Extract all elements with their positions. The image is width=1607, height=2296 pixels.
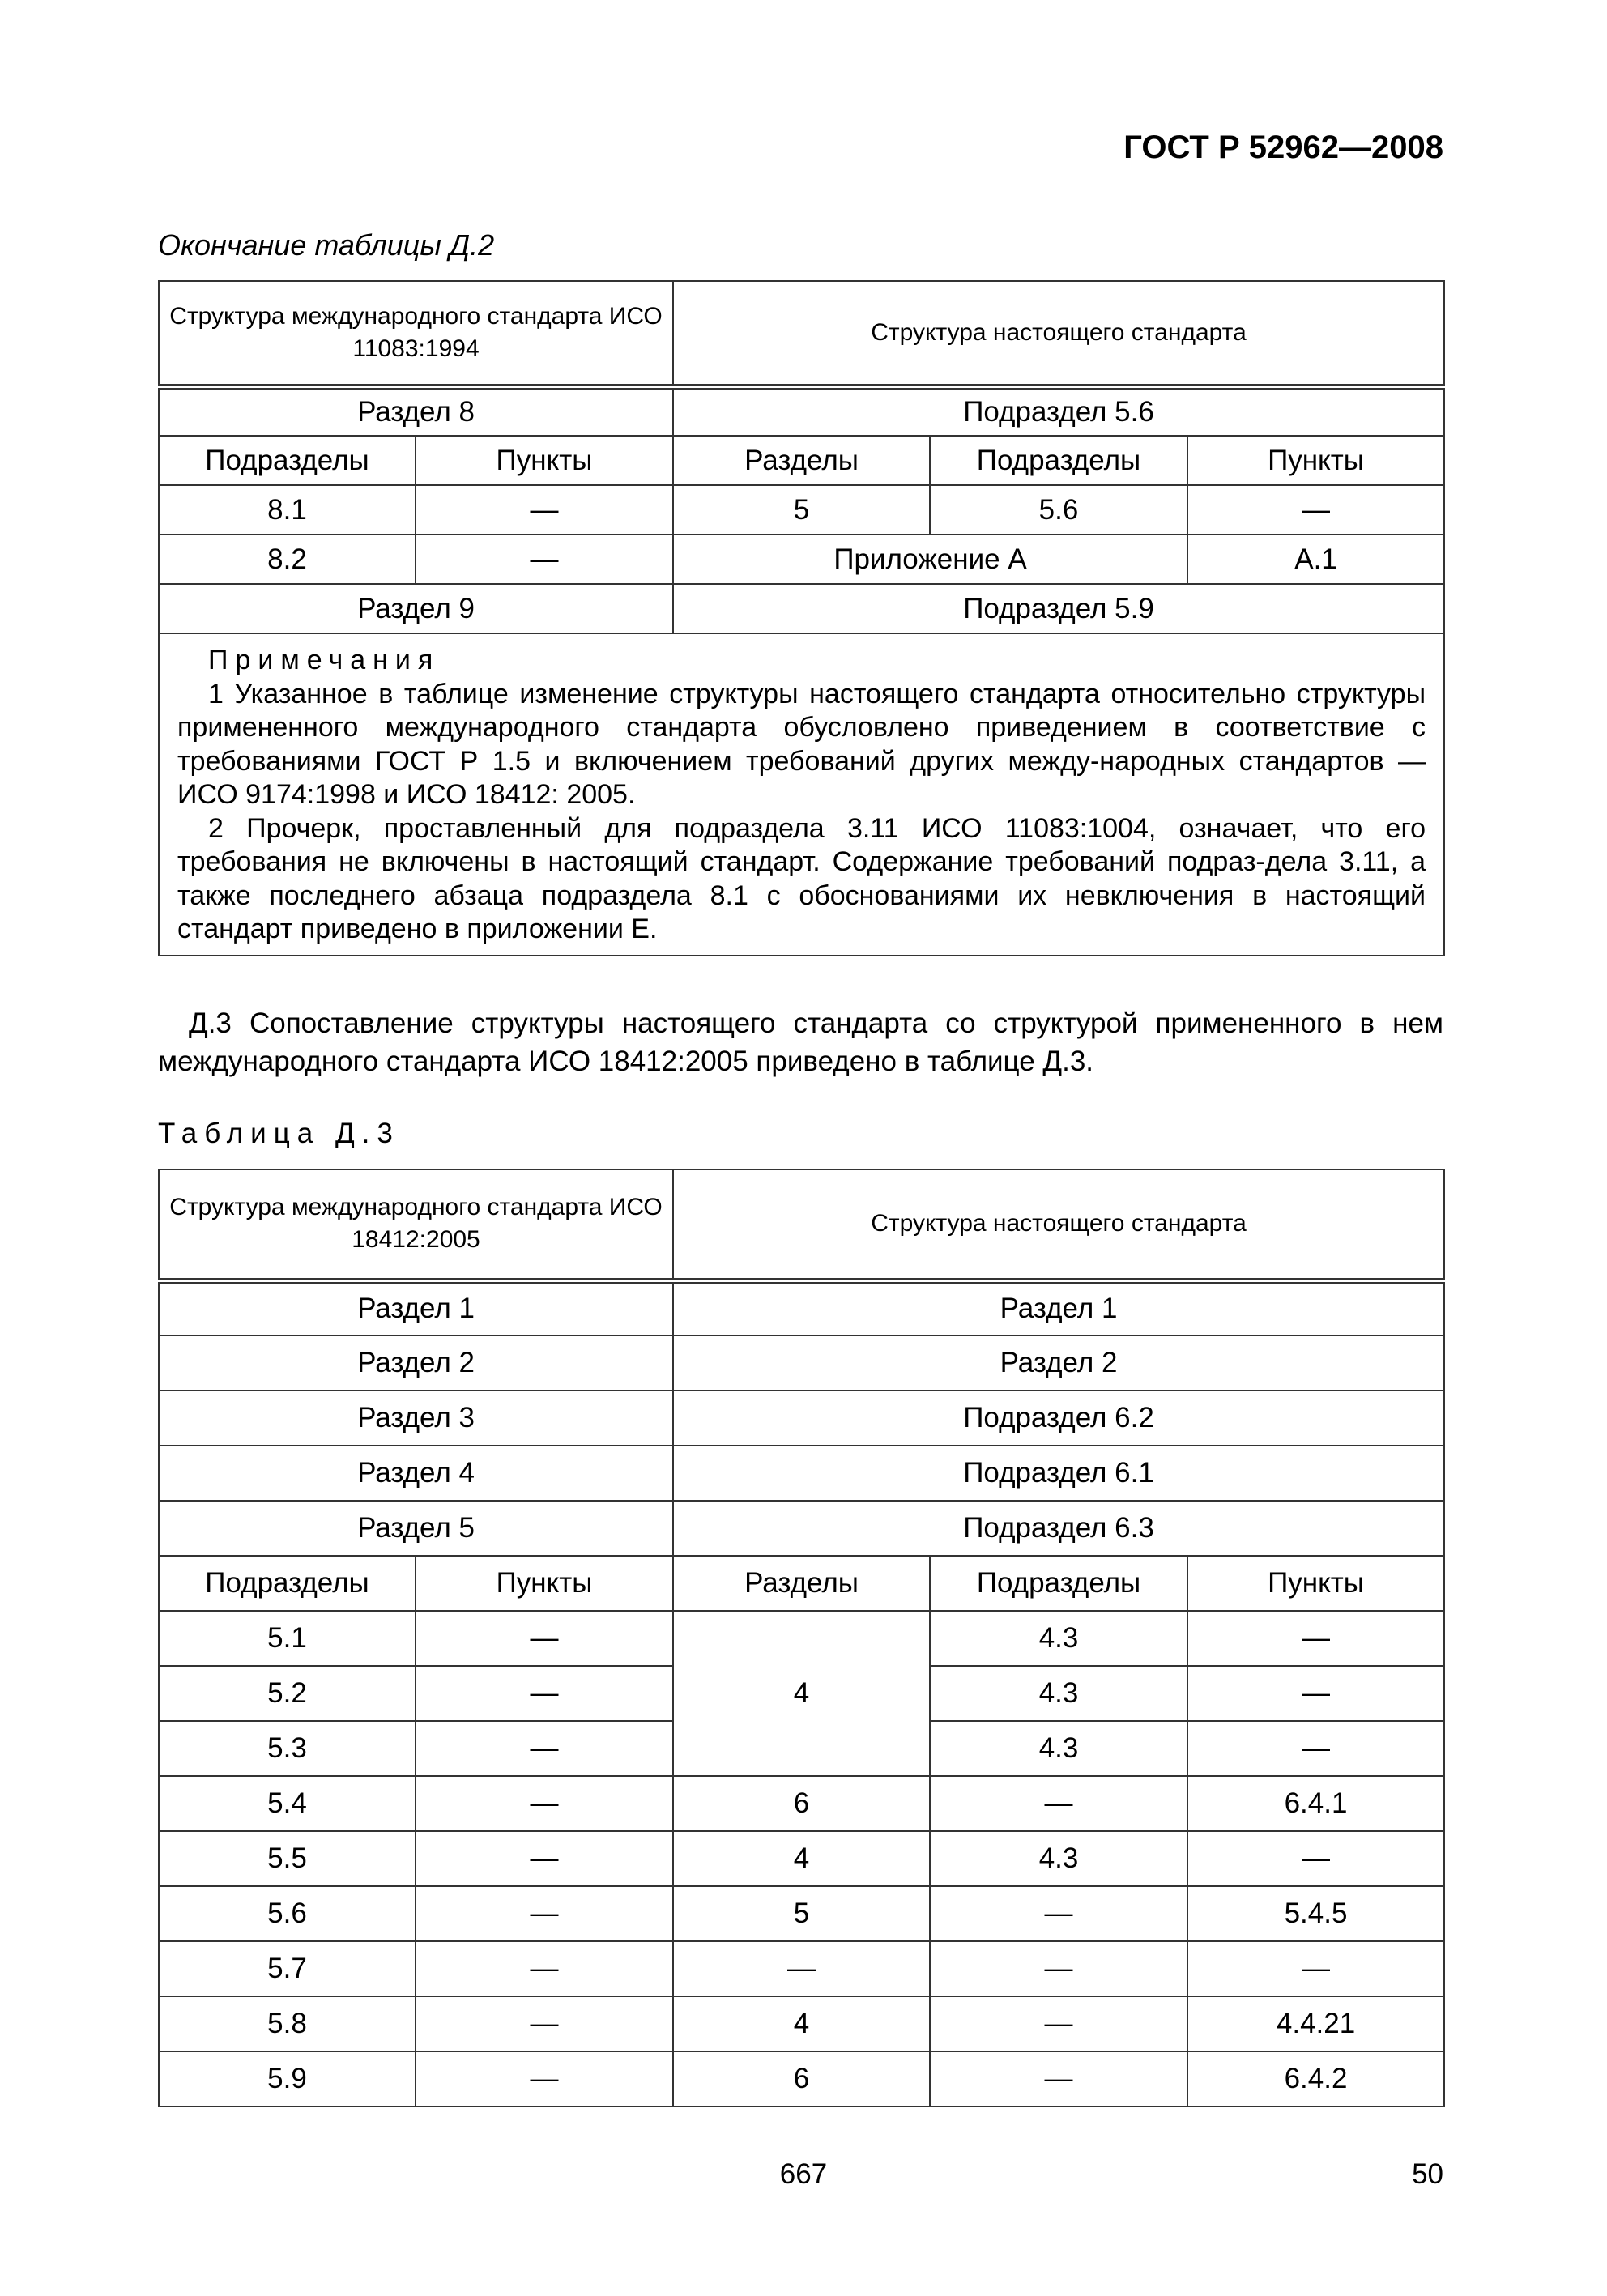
- table-row: [159, 1996, 1444, 2051]
- table-continuation-caption: Окончание таблицы Д.2: [158, 228, 495, 262]
- table-row: [159, 2051, 1444, 2106]
- table-cell: Разделы: [673, 1556, 930, 1611]
- table-cell: —: [416, 1666, 673, 1721]
- table-cell: —: [1187, 1831, 1444, 1886]
- table-cell: —: [1187, 1941, 1444, 1996]
- note-1: 1 Указанное в таблице изменение структуры настоящего стандарта относительно структуры примененного международного стандарта обусловлено приведением в соответствие с требованиями ГОСТ Р 1.5 и включением требований других между-народных стандартов — ИСО 9174:1998 и ИСО 18412: 2005.: [177, 678, 1426, 810]
- table-cell: 5.2: [159, 1666, 416, 1721]
- table-cell: 6: [673, 2051, 930, 2106]
- table-cell: Раздел 8: [159, 386, 673, 436]
- table-cell: 4.3: [930, 1611, 1187, 1666]
- table-row: [159, 1941, 1444, 1996]
- paragraph-d3: Д.3 Сопоставление структуры настоящего стандарта со структурой примененного в нем международного стандарта ИСО 18412:2005 приведено в таблице Д.3.: [158, 1007, 1443, 1077]
- table-row: [159, 1556, 1444, 1611]
- table-cell: —: [416, 1831, 673, 1886]
- table-cell: Раздел 4: [159, 1446, 673, 1501]
- table-cell: 5.1: [159, 1611, 416, 1666]
- table-cell: 6: [673, 1776, 930, 1831]
- table-row: [159, 584, 1444, 633]
- table-cell: —: [416, 535, 673, 584]
- table-cell: Подраздел 6.3: [673, 1501, 1444, 1556]
- table-cell: Подраздел 5.9: [673, 584, 1444, 633]
- table-cell: Раздел 3: [159, 1391, 673, 1446]
- table-cell: —: [1187, 485, 1444, 535]
- table-cell: 4.3: [930, 1721, 1187, 1776]
- header-international: Структура международного стандарта ИСО 18412:2005: [159, 1169, 673, 1280]
- table-cell: Подраздел 6.2: [673, 1391, 1444, 1446]
- table-cell: —: [930, 2051, 1187, 2106]
- table-cell: 4: [673, 1996, 930, 2051]
- table-cell: 4.3: [930, 1831, 1187, 1886]
- table-cell: Раздел 5: [159, 1501, 673, 1556]
- table-cell: —: [930, 1941, 1187, 1996]
- table-cell: Подраздел 5.6: [673, 386, 1444, 436]
- header-international: Структура международного стандарта ИСО 11083:1994: [159, 281, 673, 386]
- table-cell: —: [416, 1886, 673, 1941]
- document-designation: ГОСТ Р 52962—2008: [1123, 130, 1443, 165]
- table-cell: Пункты: [416, 436, 673, 485]
- sheet-number: 50: [1412, 2158, 1443, 2190]
- table-cell: 5.6: [930, 485, 1187, 535]
- table-cell: Приложение А: [673, 535, 1187, 584]
- table-header-row: [159, 281, 1444, 386]
- table-cell: Пункты: [1187, 436, 1444, 485]
- table-cell: —: [930, 1996, 1187, 2051]
- table-row: [159, 1831, 1444, 1886]
- table-cell: 4: [673, 1611, 930, 1776]
- table-cell: 6.4.1: [1187, 1776, 1444, 1831]
- table-cell: 5.4.5: [1187, 1886, 1444, 1941]
- table-cell: Раздел 1: [159, 1280, 673, 1335]
- table-cell: 8.1: [159, 485, 416, 535]
- table-cell: —: [416, 1776, 673, 1831]
- table-cell: Подразделы: [159, 436, 416, 485]
- table-cell: —: [930, 1886, 1187, 1941]
- table-cell: —: [416, 2051, 673, 2106]
- table-cell: Раздел 2: [673, 1335, 1444, 1391]
- table-cell: 5.8: [159, 1996, 416, 2051]
- header-current: Структура настоящего стандарта: [673, 1169, 1444, 1280]
- table-cell: —: [416, 1611, 673, 1666]
- note-2: 2 Прочерк, проставленный для подраздела 3.11 ИСО 11083:1004, означает, что его требования не включены в настоящий стандарт. Содержание требований подраз-дела 3.11, а также последнего абзаца подраздела 8.1 с обоснованиями их невключения в настоящий стандарт приведено в приложении Е.: [177, 812, 1426, 944]
- table-cell: 5.9: [159, 2051, 416, 2106]
- table-cell: —: [930, 1776, 1187, 1831]
- table-row: [159, 1611, 1444, 1666]
- table-cell: Раздел 2: [159, 1335, 673, 1391]
- table-row: [159, 485, 1444, 535]
- table-row: [159, 386, 1444, 436]
- table-cell: Пункты: [1187, 1556, 1444, 1611]
- notes-title: Примечания: [208, 645, 441, 675]
- table-cell: 5.5: [159, 1831, 416, 1886]
- table-d2-end: [158, 280, 1445, 956]
- table-cell: Разделы: [673, 436, 930, 485]
- table-cell: Подразделы: [159, 1556, 416, 1611]
- table-cell: Подразделы: [930, 436, 1187, 485]
- table-row: [159, 1335, 1444, 1391]
- table-cell: —: [416, 1996, 673, 2051]
- table-row: [159, 1501, 1444, 1556]
- table-cell: —: [416, 1721, 673, 1776]
- table-row: [159, 1391, 1444, 1446]
- table-cell: —: [416, 485, 673, 535]
- table-cell: —: [416, 1941, 673, 1996]
- table-header-row: [159, 1169, 1444, 1280]
- page-number: 667: [779, 2158, 828, 2190]
- table-d3-caption: Таблица Д.3: [158, 1118, 400, 1149]
- table-cell: 5.6: [159, 1886, 416, 1941]
- table-cell: 5.7: [159, 1941, 416, 1996]
- table-cell: 4: [673, 1831, 930, 1886]
- table-cell: Пункты: [416, 1556, 673, 1611]
- table-cell: 5.4: [159, 1776, 416, 1831]
- notes-row: [159, 633, 1444, 956]
- table-d3: [158, 1169, 1445, 2107]
- table-cell: Раздел 9: [159, 584, 673, 633]
- table-cell: 4.3: [930, 1666, 1187, 1721]
- table-cell: —: [673, 1941, 930, 1996]
- table-row: [159, 1280, 1444, 1335]
- table-cell: 6.4.2: [1187, 2051, 1444, 2106]
- table-cell: —: [1187, 1666, 1444, 1721]
- table-cell: Раздел 1: [673, 1280, 1444, 1335]
- header-current: Структура настоящего стандарта: [673, 281, 1444, 386]
- table-cell: —: [1187, 1611, 1444, 1666]
- table-cell: Подразделы: [930, 1556, 1187, 1611]
- table-cell: 4.4.21: [1187, 1996, 1444, 2051]
- table-cell: 5: [673, 485, 930, 535]
- table-cell: 5: [673, 1886, 930, 1941]
- notes-cell: [159, 633, 1444, 956]
- table-row: [159, 436, 1444, 485]
- table-row: [159, 535, 1444, 584]
- table-cell: А.1: [1187, 535, 1444, 584]
- table-cell: 8.2: [159, 535, 416, 584]
- table-cell: —: [1187, 1721, 1444, 1776]
- table-cell: 5.3: [159, 1721, 416, 1776]
- table-row: [159, 1446, 1444, 1501]
- table-row: [159, 1886, 1444, 1941]
- table-cell: Подраздел 6.1: [673, 1446, 1444, 1501]
- table-row: [159, 1776, 1444, 1831]
